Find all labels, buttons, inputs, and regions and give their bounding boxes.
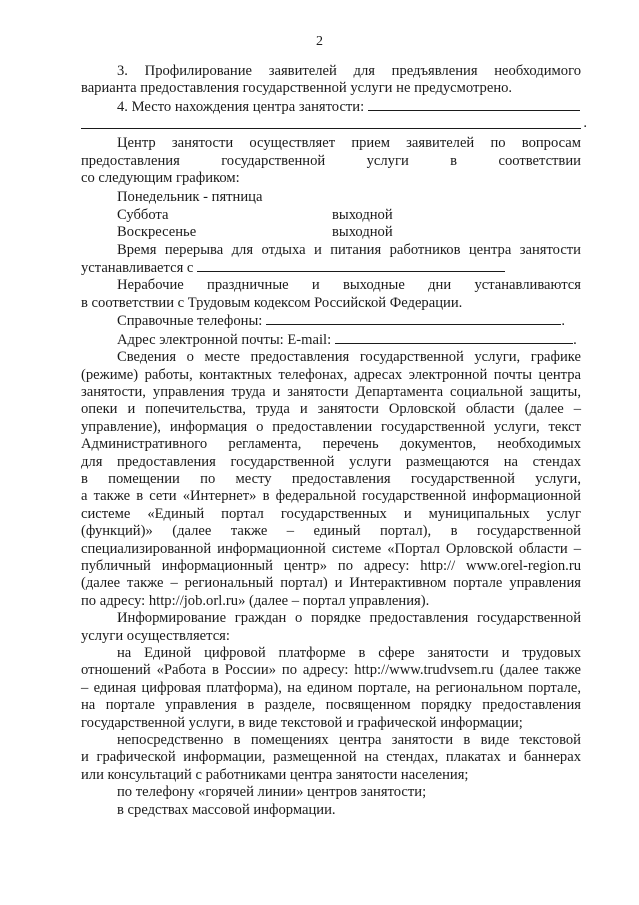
- schedule-word: государственной: [221, 152, 326, 169]
- info-paragraph-line: (функций)» (далее также – единый портал), в государственной: [81, 523, 581, 540]
- inform-paragraph-line: услуги осуществляется:: [81, 627, 230, 644]
- holidays-line-2: в соответствии с Трудовым кодексом Российской Федерации.: [81, 294, 463, 311]
- break-time-line-2: [81, 259, 581, 277]
- info-paragraph-line: а также в сети «Интернет» в федеральной государственной информационной: [81, 488, 581, 505]
- email-label: Адрес электронной почты: E-mail:: [117, 331, 332, 348]
- location-blank-line[interactable]: [368, 98, 580, 111]
- schedule-word: соответствии: [498, 152, 581, 169]
- holiday-word: праздничные: [207, 277, 289, 294]
- phones-row: [81, 312, 581, 330]
- platform-paragraph-line: государственной услуги, в виде текстовой и графической информации;: [81, 714, 523, 731]
- schedule-sunday: [81, 224, 581, 241]
- schedule-intro-line-2: [81, 153, 581, 170]
- paragraph-profiling-line-2: варианта предоставления государственной услуги не предусмотрено.: [81, 80, 513, 97]
- location-label-row: [81, 98, 581, 116]
- break-time-label: устанавливается с: [81, 260, 194, 277]
- platform-paragraph-line: на портале управления в разделе, посвященном порядку предоставления: [81, 697, 581, 714]
- schedule-day-label: Воскресенье: [117, 224, 197, 241]
- schedule-weekdays: Понедельник - пятница: [117, 189, 263, 206]
- info-paragraph-line: (режиме) работы, контактных телефонах, адресах электронной почты центра: [81, 366, 581, 383]
- info-paragraph-line: опеки и попечительства, труда и занятости Орловской области (далее –: [81, 401, 581, 418]
- info-paragraph-line: для предоставления государственной услуги размещаются на стендах: [81, 453, 581, 470]
- location-label: 4. Место нахождения центра занятости:: [117, 98, 365, 115]
- email-end-dot: .: [573, 331, 577, 348]
- holiday-word: выходные: [342, 277, 405, 294]
- break-time-line-1: Время перерыва для отдыха и питания работников центра занятости: [117, 241, 581, 258]
- info-paragraph-line: (далее также – региональный портал) и Интерактивном портале управления: [81, 575, 581, 592]
- holiday-word: дни: [428, 277, 452, 294]
- location-end-dot: .: [583, 114, 587, 131]
- holiday-word: Нерабочие: [117, 277, 184, 294]
- info-paragraph-line: занятости, управления труда и занятости Департамента социальной защиты,: [81, 383, 581, 400]
- platform-paragraph-line: на Единой цифровой платформе в сфере занятости и трудовых: [117, 645, 581, 661]
- schedule-day-label: Суббота: [117, 206, 169, 223]
- info-paragraph-line: Сведения о месте предоставления государственной услуги, графике: [117, 349, 581, 366]
- holiday-word: и: [311, 277, 320, 294]
- platform-paragraph-line: – единая цифровая платформа), на едином портале, на региональном портале,: [81, 679, 581, 696]
- info-paragraph-line: специализированной информационной системе «Портал Орловской области –: [81, 540, 581, 557]
- schedule-intro-line-3: со следующим графиком:: [81, 170, 240, 187]
- schedule-day-value: выходной: [332, 224, 393, 241]
- hotline-line: по телефону «горячей линии» центров занятости;: [117, 784, 427, 801]
- holiday-word: устанавливаются: [474, 277, 581, 294]
- phones-end-dot: .: [561, 313, 565, 330]
- schedule-word: услуги: [366, 152, 409, 169]
- info-paragraph-line: по адресу: http://job.orl.ru» (далее – портал управления).: [81, 592, 430, 609]
- phones-blank-line[interactable]: [266, 312, 561, 325]
- holidays-line-1: [81, 277, 581, 294]
- direct-paragraph-line: непосредственно в помещениях центра занятости в виде текстовой: [117, 732, 581, 749]
- paragraph-profiling-line-1: 3. Профилирование заявителей для предъявления необходимого: [117, 63, 581, 79]
- direct-paragraph-line: или консультаций с работниками центра занятости населения;: [81, 766, 469, 783]
- page-number: 2: [316, 34, 323, 49]
- platform-paragraph-line: отношений «Работа в России» по адресу: http://www.trudvsem.ru (далее также: [81, 662, 581, 679]
- schedule-saturday: [81, 207, 581, 224]
- schedule-word: в: [450, 152, 458, 169]
- info-paragraph-line: публичный информационный центр» по адресу: http:// www.orel-region.ru: [81, 557, 581, 574]
- schedule-intro-line-1: Центр занятости осуществляет прием заявителей по вопросам: [117, 135, 581, 152]
- direct-paragraph-line: и графической информации, размещенной на стендах, плакатах и баннерах: [81, 749, 581, 766]
- schedule-word: предоставления: [81, 152, 180, 169]
- info-paragraph-line: Административного регламента, перечень документов, необходимых: [81, 436, 581, 453]
- break-time-blank-line[interactable]: [197, 259, 505, 272]
- info-paragraph-line: системе «Единый портал государственных и муниципальных услуг: [81, 505, 581, 522]
- info-paragraph-line: управление), информация о предоставлении государственной услуги, текст: [81, 418, 581, 435]
- inform-paragraph-line: Информирование граждан о порядке предоставления государственной: [117, 610, 581, 627]
- email-row: [81, 331, 581, 349]
- location-blank-line-2[interactable]: [81, 114, 587, 131]
- info-paragraph-line: в помещении по месту предоставления государственной услуги,: [81, 470, 581, 487]
- media-line: в средствах массовой информации.: [117, 801, 336, 818]
- schedule-day-value: выходной: [332, 206, 393, 223]
- document-body: [81, 63, 587, 819]
- email-blank-line[interactable]: [335, 331, 573, 344]
- phones-label: Справочные телефоны:: [117, 313, 263, 330]
